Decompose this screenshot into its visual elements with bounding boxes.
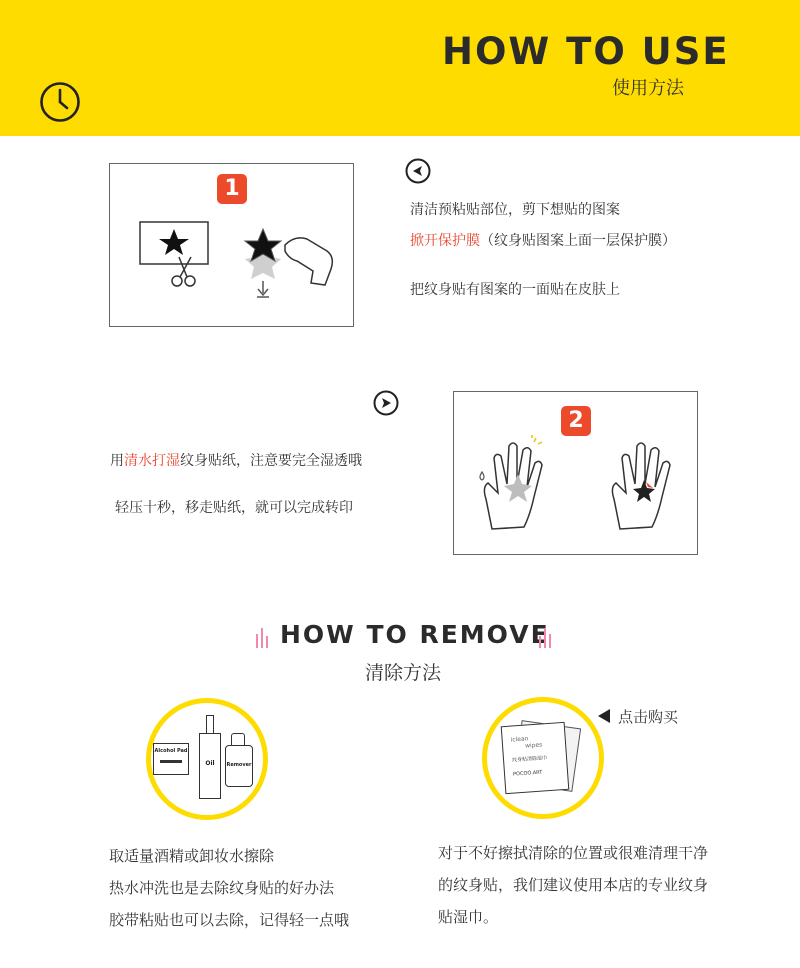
- clock-icon: [39, 81, 81, 123]
- page-subtitle: 使用方法: [612, 78, 684, 99]
- remover-label: Remover: [226, 762, 252, 768]
- peel-film-highlight: 掀开保护膜: [410, 233, 480, 249]
- step2-text-line1: [110, 450, 362, 470]
- decor-bars-left-icon: [255, 624, 271, 650]
- buy-arrow-icon[interactable]: [597, 708, 611, 724]
- remove-right-line2: 的纹身贴，我们建议使用本店的专业纹身: [438, 876, 709, 894]
- wet-with-water-highlight: 清水打湿: [124, 453, 180, 469]
- right-arrow-icon: [373, 390, 399, 416]
- buy-now-link[interactable]: 点击购买: [618, 708, 679, 726]
- removal-products-circle: [146, 698, 268, 820]
- step1-illustration-panel: [109, 163, 354, 327]
- remove-left-line1: 取适量酒精或卸妆水擦除: [109, 847, 275, 865]
- page-title: HOW TO USE: [442, 30, 730, 73]
- cut-sticker-illustration: [135, 219, 345, 299]
- step1-text-line3: 把纹身贴有图案的一面贴在皮肤上: [410, 282, 620, 298]
- oil-label: Oil: [205, 760, 215, 767]
- step1-text-line2: [410, 230, 676, 250]
- wipes-product-name: 纹身贴清除湿巾: [511, 755, 548, 764]
- step2-prefix: 用: [110, 453, 124, 469]
- remove-left-line2: 热水冲洗也是去除纹身贴的好办法: [109, 879, 335, 897]
- remove-right-line3: 贴湿巾。: [438, 908, 499, 926]
- oil-pump: [206, 715, 214, 734]
- step2-rest: 纹身贴纸，注意要完全湿透哦: [180, 453, 362, 469]
- alcohol-pad-label: Alcohol Pad: [154, 748, 188, 754]
- oil-bottle: [199, 733, 221, 799]
- left-arrow-icon: [405, 158, 431, 184]
- step2-text-line2: 轻压十秒，移走贴纸，就可以完成转印: [115, 500, 353, 516]
- wipes-brand-line1: iclean: [510, 735, 529, 744]
- wet-hands-illustration: [472, 434, 682, 534]
- step2-number-badge: 2: [561, 406, 591, 436]
- remove-right-line1: 对于不好擦拭清除的位置或很难清理干净: [438, 844, 709, 862]
- peel-film-note: （纹身贴图案上面一层保护膜）: [480, 233, 676, 249]
- step1-text-line1: 清洁预粘贴部位，剪下想贴的图案: [410, 202, 620, 218]
- step1-number-badge: 1: [217, 174, 247, 204]
- alcohol-pad-box: [153, 743, 189, 775]
- remove-section-title: HOW TO REMOVE: [280, 620, 550, 649]
- wipes-packet: [501, 722, 570, 794]
- wipes-brand-line2: wipes: [524, 741, 543, 750]
- decor-bars-right-icon: [538, 624, 554, 650]
- header-banner: [0, 0, 800, 136]
- remove-left-line3: 胶带粘贴也可以去除，记得轻一点哦: [109, 911, 350, 929]
- remove-section-subtitle: 清除方法: [365, 662, 442, 684]
- wipes-maker: POCOO.ART: [512, 769, 543, 778]
- step2-illustration-panel: [453, 391, 698, 555]
- wipes-product-circle: [482, 697, 604, 819]
- remover-bottle: [225, 745, 253, 787]
